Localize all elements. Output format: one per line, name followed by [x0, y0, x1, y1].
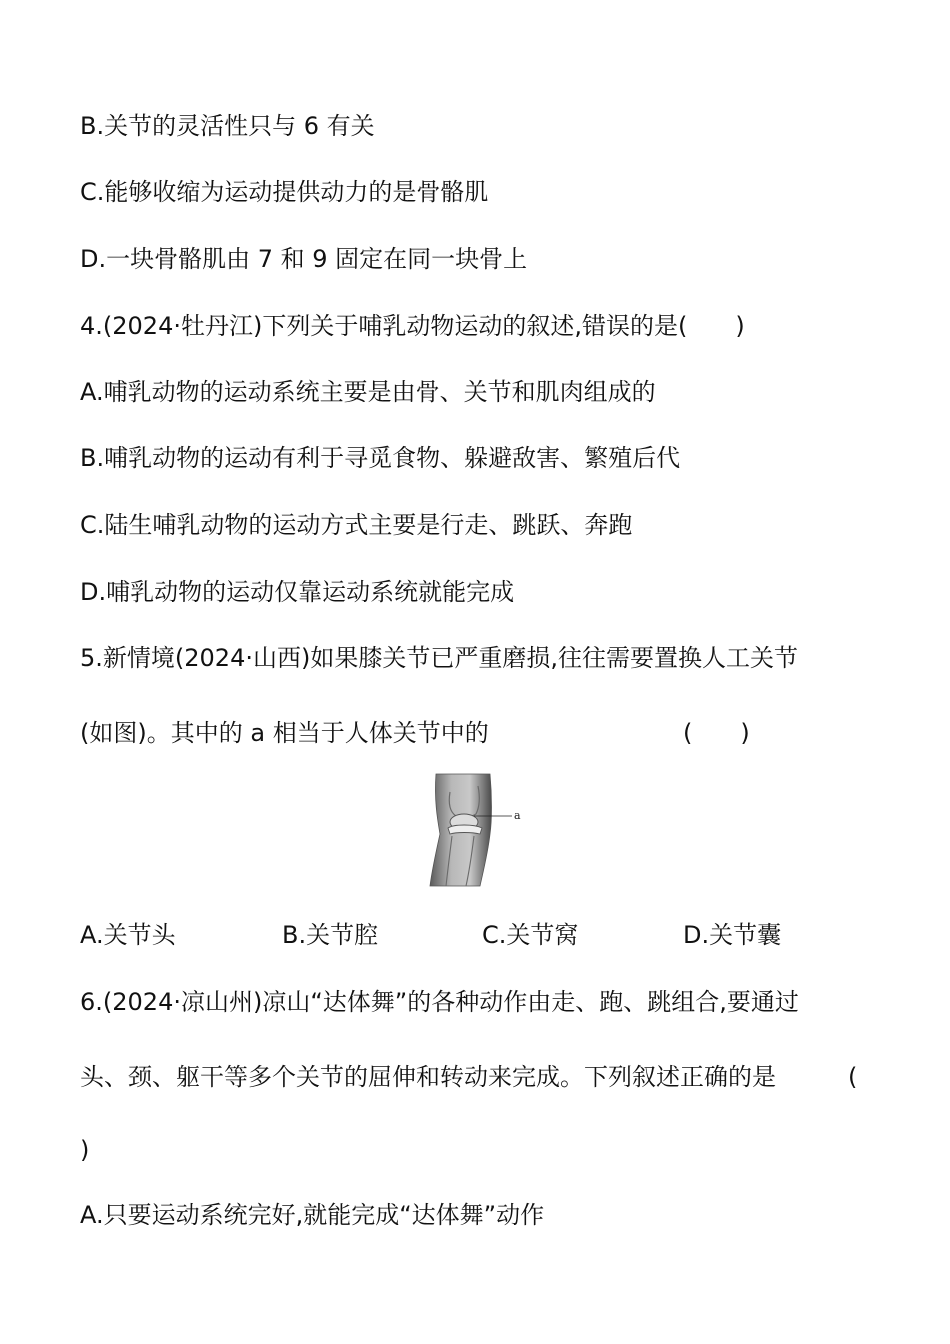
q5-option-b: B.关节腔 — [282, 921, 379, 949]
q3-option-c: C.能够收缩为运动提供动力的是骨骼肌 — [80, 178, 489, 206]
q6-answer-paren-close: ) — [80, 1136, 90, 1164]
q4-option-d: D.哺乳动物的运动仅靠运动系统就能完成 — [80, 578, 515, 606]
knee-joint-figure — [426, 772, 536, 888]
q6-stem-line-1: 6.(2024·凉山州)凉山“达体舞”的各种动作由走、跑、跳组合,要通过 — [80, 988, 799, 1016]
q5-option-a: A.关节头 — [80, 921, 176, 949]
q3-option-b: B.关节的灵活性只与 6 有关 — [80, 112, 375, 140]
q4-option-c: C.陆生哺乳动物的运动方式主要是行走、跳跃、奔跑 — [80, 511, 633, 539]
figure-label-a: a — [514, 809, 521, 822]
q6-answer-paren-open: ( — [848, 1063, 858, 1091]
q3-option-d: D.一块骨骼肌由 7 和 9 固定在同一块骨上 — [80, 245, 528, 273]
q5-answer-paren: ( ) — [683, 719, 750, 747]
q5-option-d: D.关节囊 — [683, 921, 782, 949]
q5-stem-line-1: 5.新情境(2024·山西)如果膝关节已严重磨损,往往需要置换人工关节 — [80, 644, 798, 672]
q5-option-c: C.关节窝 — [482, 921, 579, 949]
q4-option-b: B.哺乳动物的运动有利于寻觅食物、躲避敌害、繁殖后代 — [80, 444, 681, 472]
q6-stem-line-2: 头、颈、躯干等多个关节的屈伸和转动来完成。下列叙述正确的是 — [80, 1063, 776, 1091]
q6-option-a: A.只要运动系统完好,就能完成“达体舞”动作 — [80, 1201, 545, 1229]
q4-stem: 4.(2024·牡丹江)下列关于哺乳动物运动的叙述,错误的是( ) — [80, 312, 745, 340]
q4-option-a: A.哺乳动物的运动系统主要是由骨、关节和肌肉组成的 — [80, 378, 656, 406]
q5-stem-line-2: (如图)。其中的 a 相当于人体关节中的 — [80, 719, 489, 747]
